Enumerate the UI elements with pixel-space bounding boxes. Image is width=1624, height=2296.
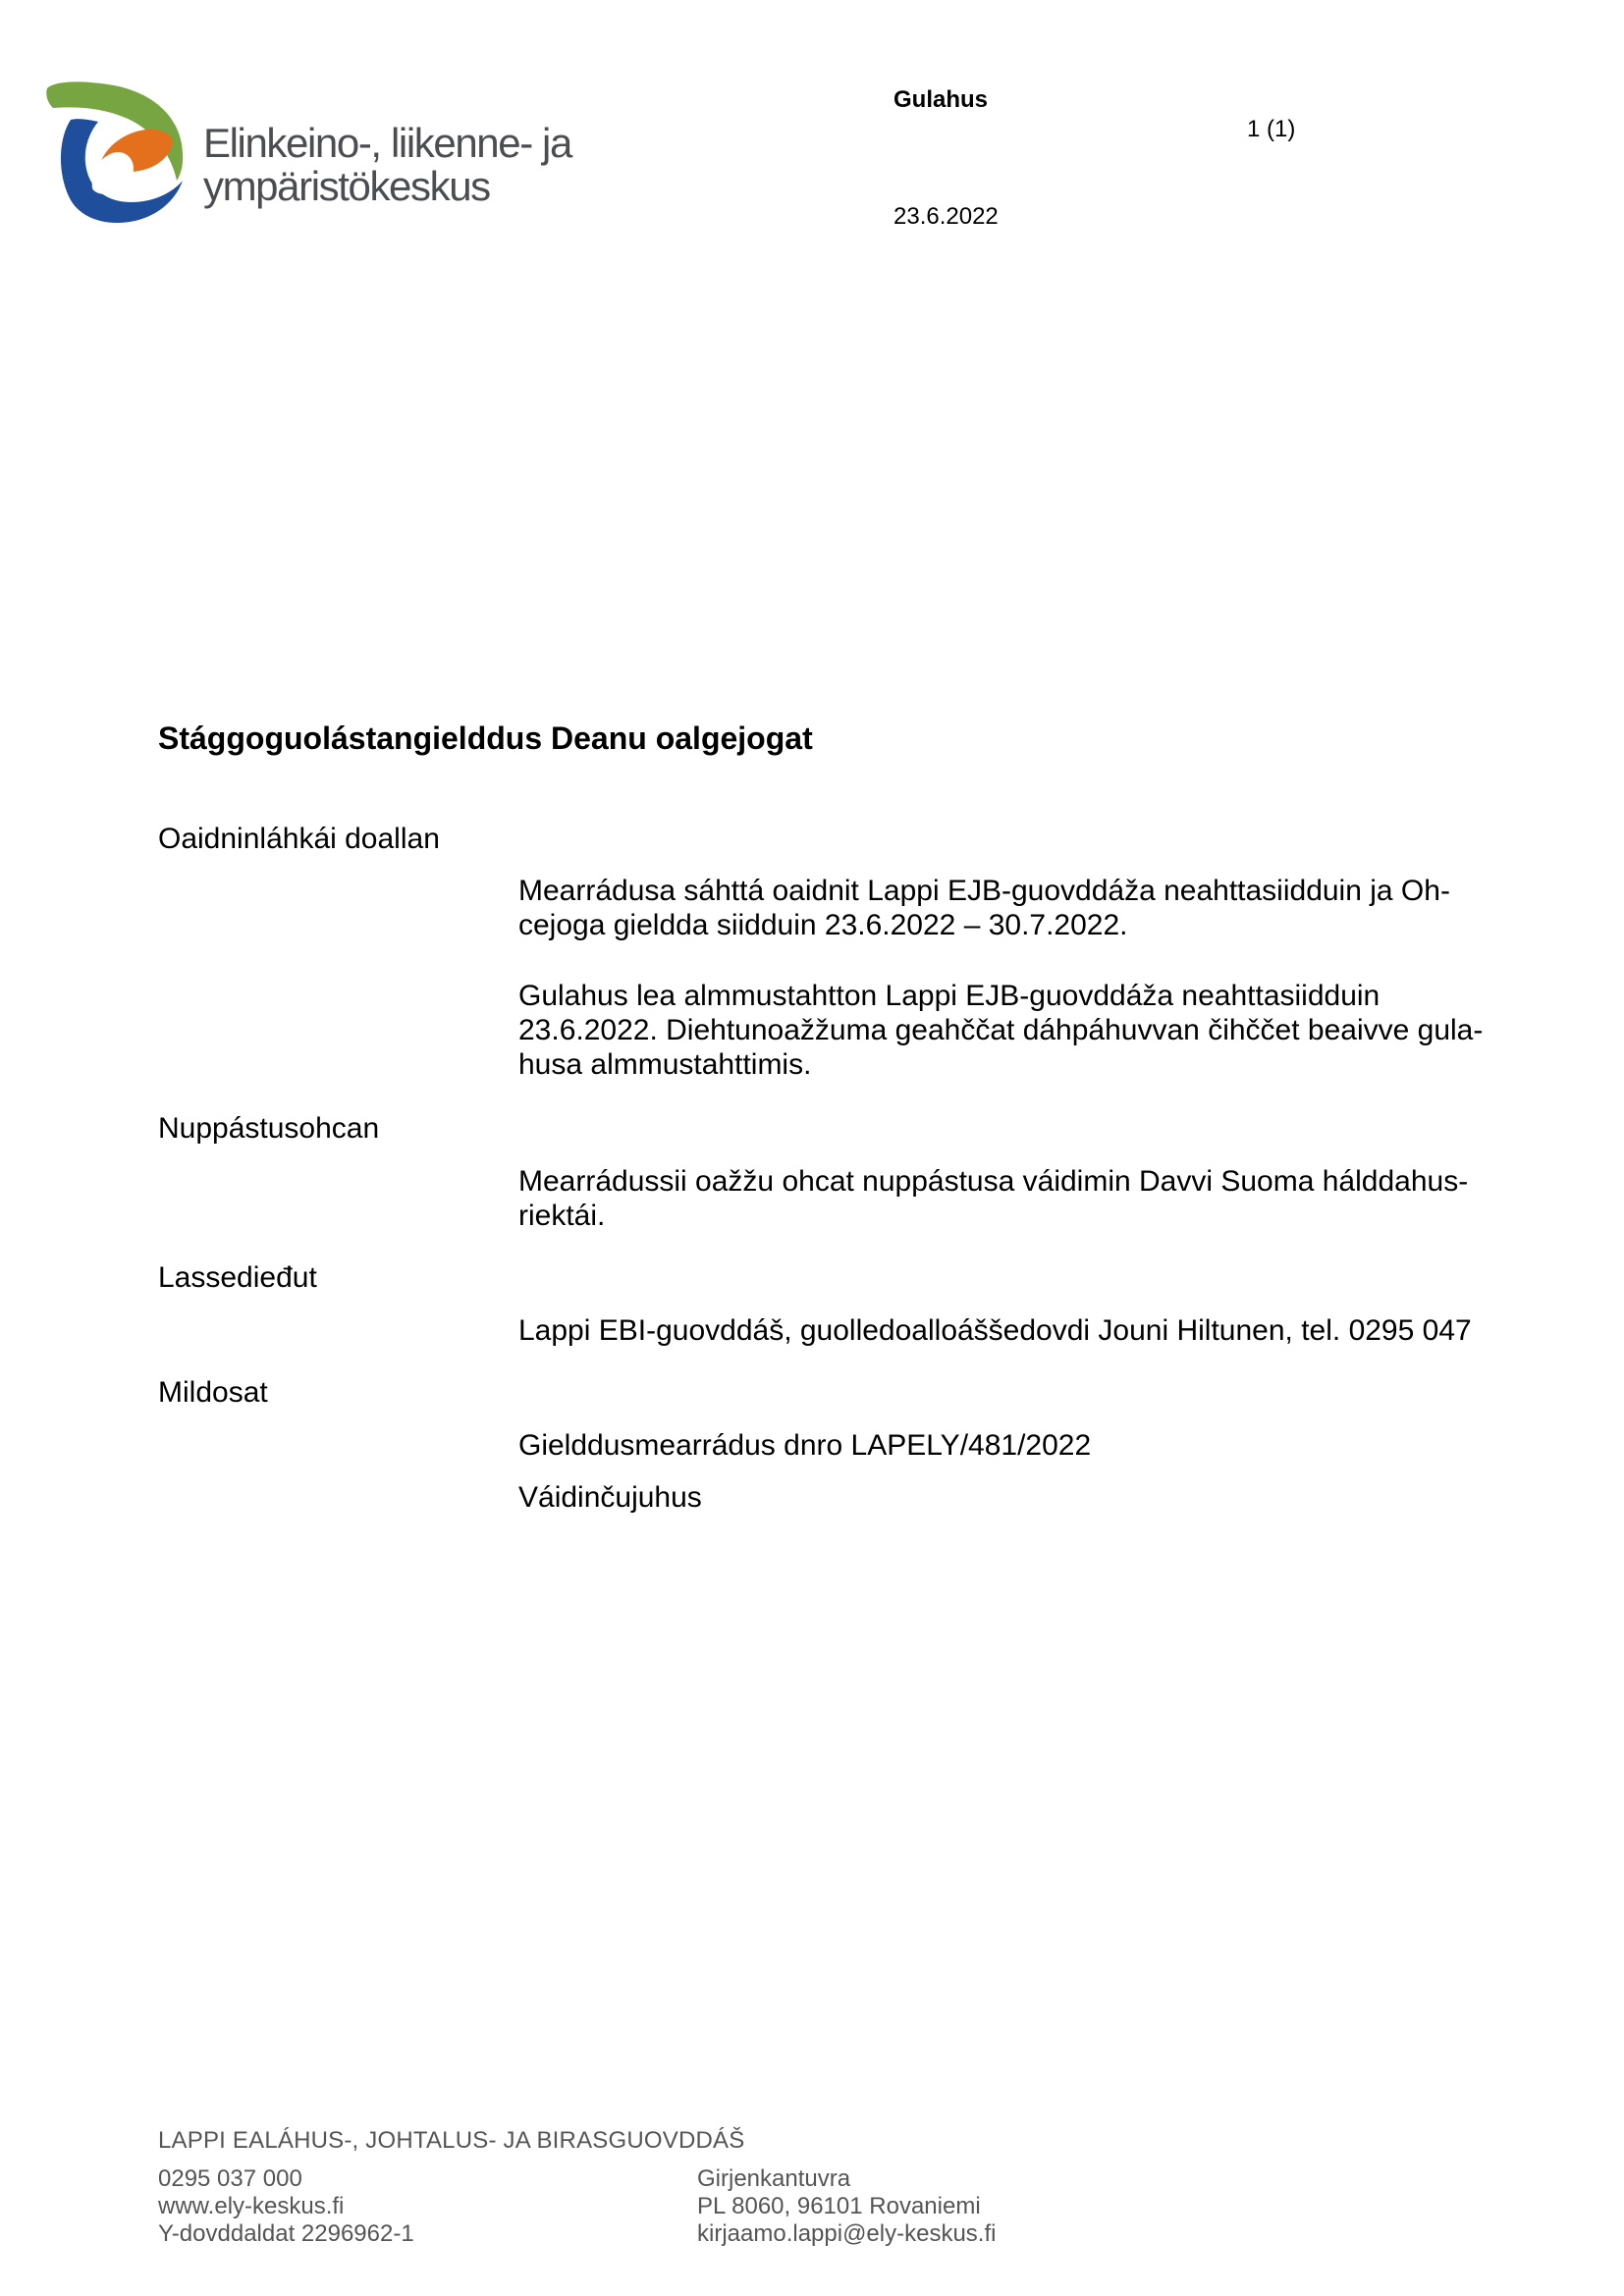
paragraph-line: Mearrádusa sáhttá oaidnit Lappi EJB-guovddáža neahttasiidduin ja Oh- [518,875,1450,907]
page-number: 1 (1) [1247,116,1296,142]
section-paragraph [518,1164,1520,1233]
logo-wordmark [203,122,571,208]
section-label-lassedieđut: Lassedieđut [158,1261,317,1294]
paragraph-line: Mearrádussii oažžu ohcat nuppástusa váidimin Davvi Suoma hálddahus- [518,1165,1469,1198]
document-title: Stággoguolástangielddus Deanu oalgejogat [158,721,813,756]
section-label-nuppastusohcan: Nuppástusohcan [158,1112,380,1145]
paragraph-line: riektái. [518,1200,606,1232]
logo-line-1: Elinkeino-, liikenne- ja [203,120,571,166]
footer-postal-address: PL 8060, 96101 Rovaniemi [697,2193,981,2219]
paragraph-line: cejoga gieldda siidduin 23.6.2022 – 30.7.2022. [518,909,1128,941]
document-date: 23.6.2022 [893,203,999,230]
document-type: Gulahus [893,86,989,113]
footer-business-id: Y-dovddaldat 2296962-1 [158,2220,414,2247]
paragraph-line: Gulahus lea almmustahtton Lappi EJB-guovddáža neahttasiidduin [518,980,1380,1012]
logo-line-2: ympäristökeskus [203,163,490,209]
section-label-mildosat: Mildosat [158,1376,268,1409]
footer-organization: LAPPI EALÁHUS-, JOHTALUS- JA BIRASGUOVDDÁŠ [158,2127,745,2154]
section-paragraph [518,874,1520,942]
paragraph-line: husa almmustahttimis. [518,1048,812,1081]
section-paragraph [518,1313,1520,1348]
footer-email: kirjaamo.lappi@ely-keskus.fi [697,2220,997,2247]
attachment-item [518,1428,1520,1463]
footer-website: www.ely-keskus.fi [158,2193,345,2219]
paragraph-line: 23.6.2022. Diehtunoažžuma geahččat dáhpáhuvvan čihččet beaivve gula- [518,1014,1484,1046]
footer-registry: Girjenkantuvra [697,2165,851,2192]
paragraph-line: Lappi EBI-guovddáš, guolledoalloáššedovdi Jouni Hiltunen, tel. 0295 047 [518,1314,1472,1347]
paragraph-line: Váidinčujuhus [518,1481,702,1514]
paragraph-line: Gielddusmearrádus dnro LAPELY/481/2022 [518,1429,1092,1462]
section-paragraph [518,979,1520,1082]
footer-contact-right [697,2165,996,2248]
ely-logo-icon [43,79,192,228]
footer-phone: 0295 037 000 [158,2165,302,2192]
footer-contact-left [158,2165,414,2248]
attachment-item [518,1480,1520,1515]
section-label-oaidninlahkai: Oaidninláhkái doallan [158,823,440,855]
